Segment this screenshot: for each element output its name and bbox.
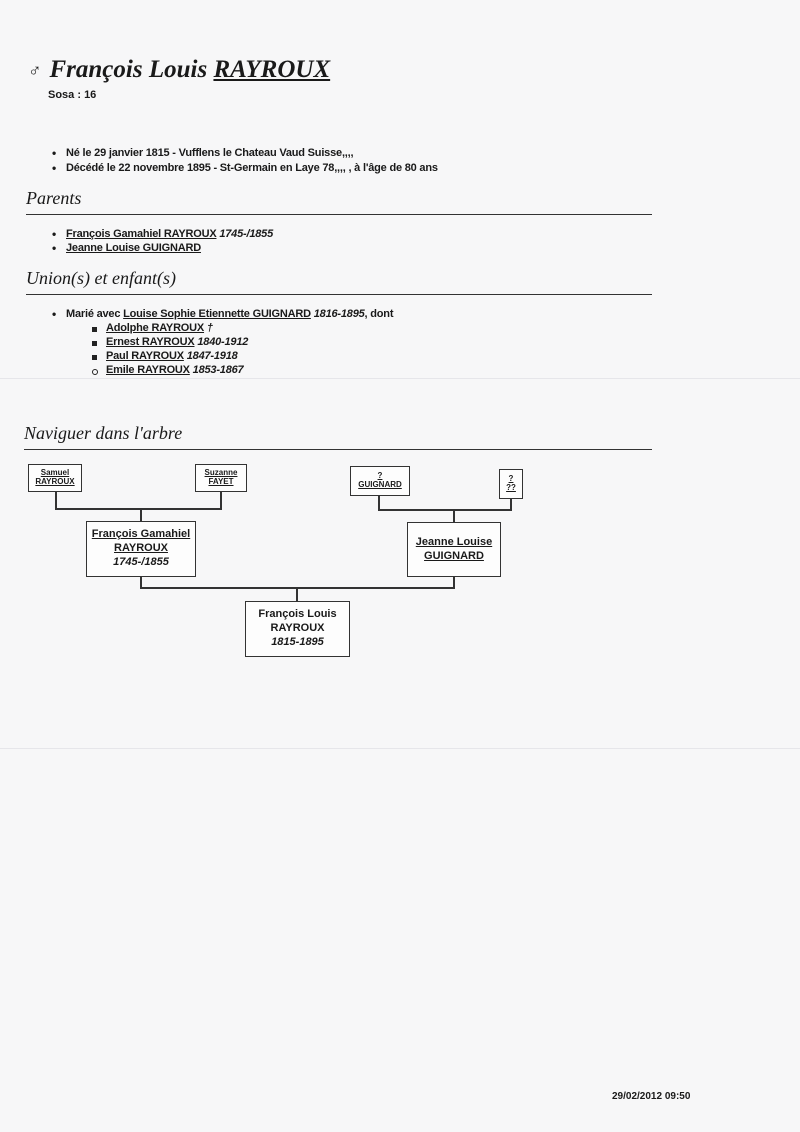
child-link-emile[interactable]: Emile RAYROUX: [106, 364, 190, 376]
tree-connector: [220, 491, 222, 509]
person-header: [28, 56, 330, 84]
married-suffix: , dont: [364, 308, 394, 320]
node-given-name: Suzanne: [204, 468, 238, 478]
page-title: [50, 56, 331, 84]
node-surname: RAYROUX: [270, 622, 325, 635]
tree-node-paternal-grandmother[interactable]: [195, 464, 247, 492]
tree-connector: [140, 508, 142, 522]
node-dates: 1815-1895: [271, 635, 324, 648]
tree-connector: [55, 508, 222, 510]
node-given-name: ?: [508, 474, 514, 484]
father-dates: 1745-/1855: [219, 228, 274, 240]
node-surname: ??: [506, 483, 516, 492]
child-link-adolphe[interactable]: Adolphe RAYROUX: [106, 322, 205, 334]
child-link-paul[interactable]: Paul RAYROUX: [106, 350, 184, 362]
married-prefix: Marié avec: [66, 308, 121, 320]
node-surname: RAYROUX: [114, 542, 168, 555]
node-surname: FAYET: [208, 477, 234, 486]
person-surname-link[interactable]: RAYROUX: [213, 56, 331, 83]
tree-node-paternal-grandfather[interactable]: [28, 464, 82, 492]
node-given-name: François Louis: [258, 608, 337, 621]
spouse-link[interactable]: Louise Sophie Etiennette GUIGNARD: [123, 308, 311, 320]
facts-list: [50, 147, 438, 177]
node-given-name: Jeanne Louise: [415, 535, 493, 548]
print-timestamp: 29/02/2012 09:50: [612, 1091, 691, 1102]
birth-fact: • Né le 29 janvier 1815 - Vufflens le Chateau Vaud Suisse,,,,: [50, 147, 438, 159]
section-divider: [26, 294, 652, 295]
list-item: [50, 228, 273, 240]
tree-node-maternal-grandmother[interactable]: [499, 469, 523, 499]
list-item: [90, 322, 393, 334]
spouse-dates: 1816-1895: [313, 308, 365, 320]
section-title-tree: Naviguer dans l'arbre: [24, 423, 183, 443]
tree-connector: [296, 587, 298, 602]
child-dates: 1840-1912: [197, 336, 249, 348]
tree-node-father[interactable]: [86, 521, 196, 577]
section-title-parents: Parents: [26, 188, 82, 208]
list-item: [90, 350, 393, 362]
node-surname: GUIGNARD: [358, 480, 402, 489]
list-item: [90, 364, 393, 376]
child-dates: 1847-1918: [186, 350, 238, 362]
parents-list: [50, 228, 273, 256]
child-dates: †: [206, 322, 213, 334]
section-divider: [24, 449, 652, 450]
list-item: [50, 308, 393, 376]
node-surname: RAYROUX: [35, 477, 75, 486]
person-given-name: François Louis: [49, 56, 208, 83]
tree-connector: [55, 491, 57, 509]
node-given-name: François Gamahiel: [91, 528, 191, 541]
tree-connector: [453, 509, 455, 523]
unions-list: [50, 308, 393, 378]
node-surname: GUIGNARD: [424, 549, 484, 562]
tree-connector: [378, 494, 380, 510]
section-title-unions: Union(s) et enfant(s): [26, 268, 176, 288]
tree-node-maternal-grandfather[interactable]: [350, 466, 410, 496]
male-icon: ♂: [28, 59, 42, 80]
sosa-number: Sosa : 16: [48, 89, 97, 101]
children-list: [66, 322, 393, 376]
tree-node-mother[interactable]: [407, 522, 501, 577]
list-item: [50, 242, 273, 254]
tree-node-self: [245, 601, 350, 657]
node-dates: 1745-/1855: [113, 555, 169, 568]
node-given-name: Samuel: [40, 468, 70, 478]
section-divider: [26, 214, 652, 215]
father-link[interactable]: François Gamahiel RAYROUX: [66, 228, 217, 240]
tree-connector: [378, 509, 512, 511]
list-item: [90, 336, 393, 348]
tree-connector: [140, 587, 455, 589]
node-given-name: ?: [377, 471, 383, 481]
mother-link[interactable]: Jeanne Louise GUIGNARD: [66, 242, 201, 254]
child-link-ernest[interactable]: Ernest RAYROUX: [106, 336, 195, 348]
child-dates: 1853-1867: [192, 364, 244, 376]
death-fact: • Décédé le 22 novembre 1895 - St-Germain en Laye 78,,,, , à l'âge de 80 ans: [50, 162, 438, 174]
